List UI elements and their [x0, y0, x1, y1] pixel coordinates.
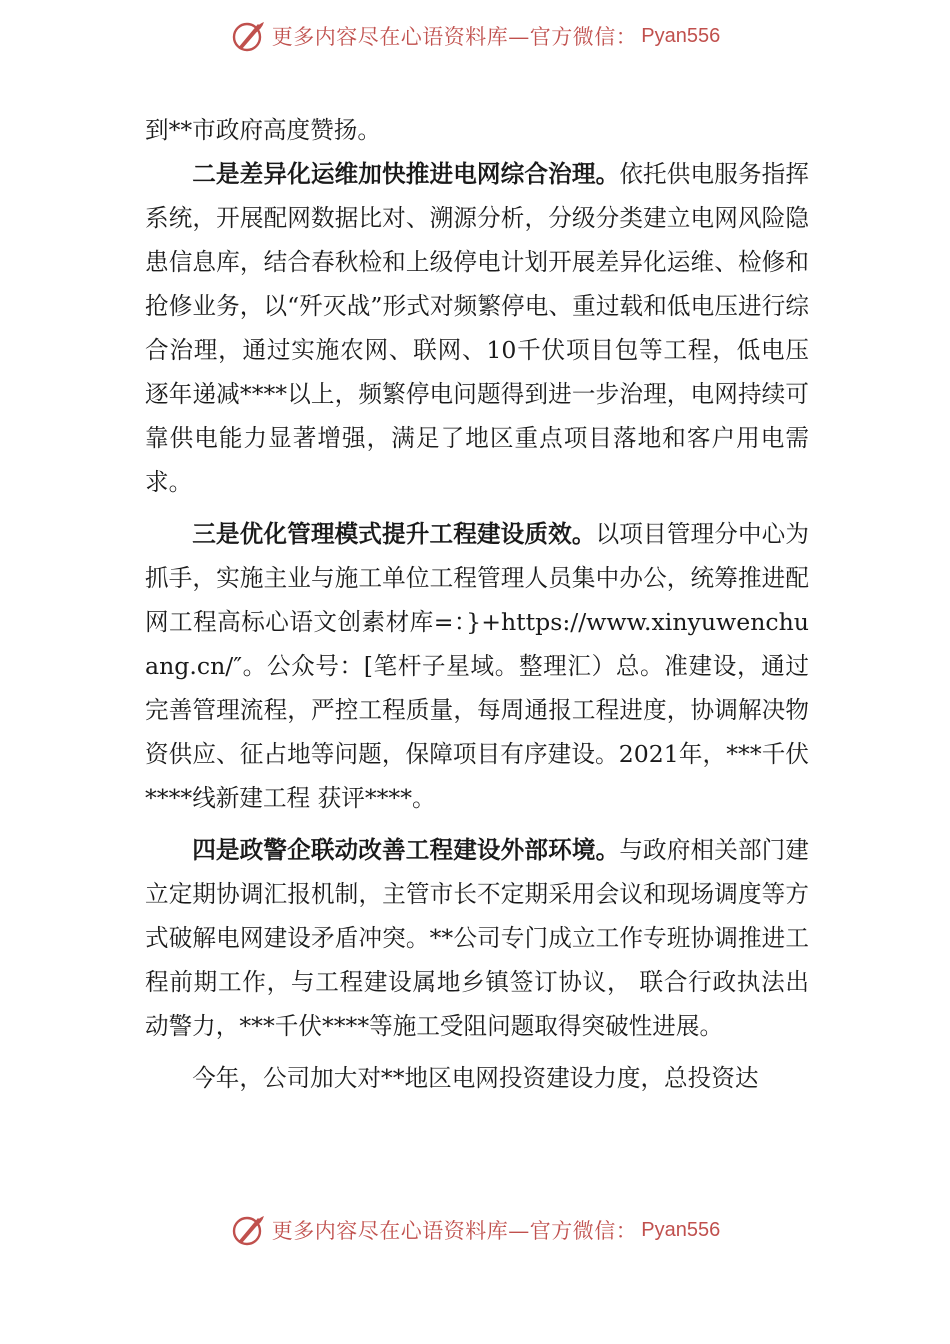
- paragraph-4-text: 与政府相关部门建立定期协调汇报机制，主管市长不定期采用会议和现场调度等方式破解电网建设矛盾冲突。**公司专门成立工作专班协调推进工程前期工作，与工程建设属地乡镇签订协议， 联合行政执法出动警力，***千伏****等施工受阻问题取得突破性进展。: [145, 836, 810, 1040]
- paragraph-2-heading: 二是差异化运维加快推进电网综合治理。: [192, 160, 620, 188]
- footer-banner-account: Pyan556: [641, 1218, 721, 1241]
- header-banner-text: 更多内容尽在心语资料库—官方微信：: [271, 25, 638, 49]
- footer-banner-text: 更多内容尽在心语资料库—官方微信：: [271, 1219, 638, 1243]
- footer-banner: [0, 1210, 950, 1250]
- paragraph-3: [145, 512, 809, 820]
- paragraph-3-text: 以项目管理分中心为抓手，实施主业与施工单位工程管理人员集中办公，统筹推进配网工程高标心语文创素材库=：}+https://www.xinyuwenchuang.cn/″。公众号：[笔杆子星域。整理汇）总。准建设，通过完善管理流程，严控工程质量，每周通报工程进度，协调解决物资供应、征占地等问题，保障项目有序建设。2021年，***千伏****线新建工程 获评****。: [145, 520, 810, 812]
- paragraph-2: [145, 152, 809, 504]
- paragraph-5: [145, 1056, 809, 1100]
- quill-logo-icon: [230, 1212, 266, 1248]
- header-banner: [0, 16, 950, 56]
- paragraph-4-heading: 四是政警企联动改善工程建设外部环境。: [192, 836, 620, 864]
- header-banner-account: Pyan556: [641, 24, 721, 47]
- paragraph-1-text: 到**市政府高度赞扬。: [145, 116, 381, 144]
- paragraph-2-text: 依托供电服务指挥系统，开展配网数据比对、溯源分析，分级分类建立电网风险隐患信息库，结合春秋检和上级停电计划开展差异化运维、检修和抢修业务，以“歼灭战”形式对频繁停电、重过载和低电压进行综合治理，通过实施农网、联网、10千伏项目包等工程，低电压逐年递减****以上，频繁停电问题得到进一步治理，电网持续可靠供电能力显著增强，满足了地区重点项目落地和客户用电需求。: [145, 160, 810, 496]
- paragraph-4: [145, 828, 809, 1048]
- paragraph-5-text: 今年，公司加大对**地区电网投资建设力度，总投资达: [192, 1064, 759, 1092]
- paragraph-3-heading: 三是优化管理模式提升工程建设质效。: [192, 520, 596, 548]
- document-body: [145, 108, 809, 1100]
- quill-logo-icon: [230, 18, 266, 54]
- paragraph-1: [145, 108, 809, 152]
